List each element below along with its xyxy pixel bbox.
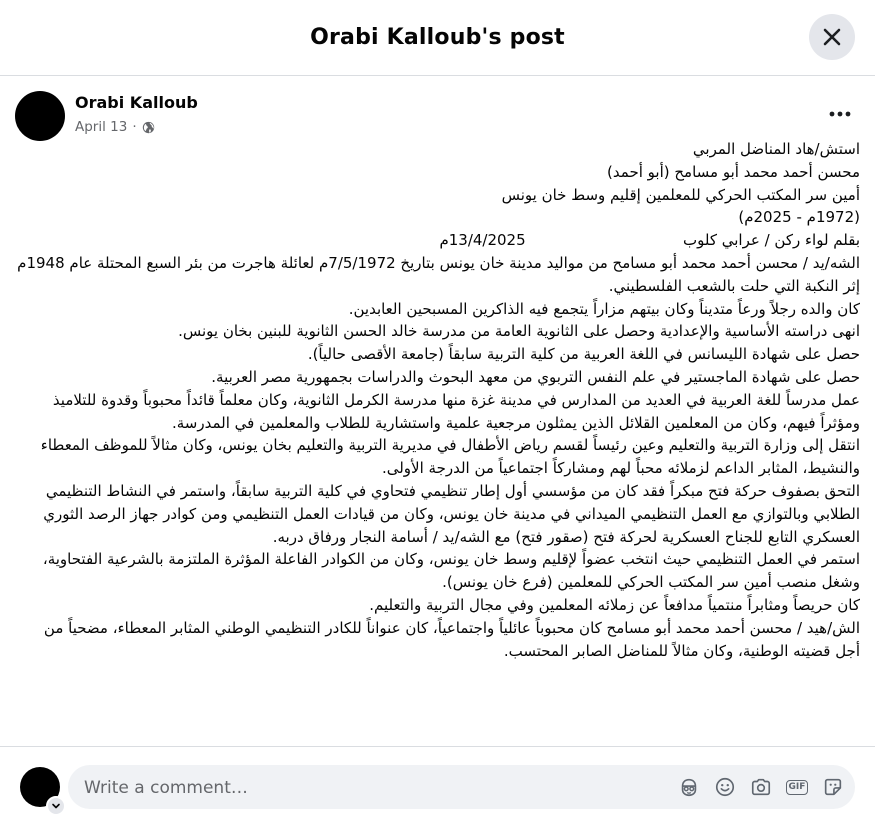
post-text-paragraph: حصل على شهادة الماجستير في علم النفس التربوي من معهد البحوث والدراسات بجمهورية مصر العربية. xyxy=(211,367,860,386)
more-horizontal-icon xyxy=(829,111,851,117)
comment-composer xyxy=(0,746,875,832)
post-text-paragraph: الشه/يد / محسن أحمد محمد أبو مسامح من مواليد مدينة خان يونس بتاريخ 7/5/1972م لعائلة هاجرت من بئر السبع المحتلة عام 1948م إثر النكبة التي حلت بالشعب الفلسطيني. xyxy=(17,253,860,295)
sticker-icon xyxy=(822,776,844,798)
close-button[interactable] xyxy=(809,14,855,60)
post-dialog-header xyxy=(0,0,875,76)
post-text-paragraph: كان والده رجلاً ورعاً متديناً وكان بيتهم مزاراً يتجمع فيه الذاكرين المسبحين العابدين. xyxy=(348,299,860,318)
dialog-title: Orabi Kalloub's post xyxy=(310,25,565,50)
gif-icon: GIF xyxy=(786,780,809,795)
photo-button[interactable] xyxy=(749,775,773,799)
comment-tools xyxy=(677,775,845,799)
post-text-line: بقلم لواء ركن / عرابي كلوب 13/4/2025م xyxy=(439,231,860,250)
comment-box xyxy=(68,765,855,809)
post-text-line: محسن أحمد محمد أبو مسامح (أبو أحمد) xyxy=(607,162,860,181)
post-text-paragraph: كان حريصاً ومثابراً منتمياً مدافعاً عن زملائه المعلمين وفي مجال التربية والتعليم. xyxy=(369,595,860,614)
post-text-paragraph: استمر في العمل التنظيمي حيث انتخب عضواً لإقليم وسط خان يونس، وكان من الكوادر الفاعلة المؤثرة الملتزمة بالشرعية الفتحاوية، وشغل منصب أمين سر المكتب الحركي للمعلمين (فرع خان يونس). xyxy=(42,550,860,592)
author-avatar[interactable] xyxy=(15,91,65,141)
sticker-button[interactable] xyxy=(821,775,845,799)
post-date[interactable]: April 13 xyxy=(75,119,128,135)
post-text-paragraph: عمل مدرساً للغة العربية في العديد من المدارس في مدينة غزة منها مدرسة الكرمل الثانوية، وكان معلماً قائداً محبوباً وقدوة للتلاميذ ومؤثراً فيهم، وكان من المعلمين القلائل الذين يمثلون مرجعية علمية واستشارية للطلاب والمعلمين في المدرسة. xyxy=(52,390,860,432)
avatar-sticker-button[interactable] xyxy=(677,775,701,799)
post-text-line: (1972م - 2025م) xyxy=(738,208,860,227)
avatar-sticker-icon xyxy=(678,776,700,798)
post-text-line: أمين سر المكتب الحركي للمعلمين إقليم وسط خان يونس xyxy=(501,185,860,204)
post-text-line: استش/هاد المناضل المربي xyxy=(692,140,860,158)
more-options-button[interactable] xyxy=(820,99,860,129)
post-header xyxy=(15,91,860,143)
profile-switch-button[interactable] xyxy=(46,796,66,816)
emoji-button[interactable] xyxy=(713,775,737,799)
close-icon xyxy=(822,27,842,47)
comment-input[interactable] xyxy=(82,765,646,811)
chevron-down-icon xyxy=(51,801,61,811)
post-text-paragraph: الش/هيد / محسن أحمد محمد أبو مسامح كان محبوباً عائلياً واجتماعياً، كان عنواناً للكادر التنظيمي الوطني المثابر المعطاء، مضحياً من أجل قضيته الوطنية، وكان مثالاً للمناضل الصابر المحتسب. xyxy=(43,618,860,660)
meta-separator: · xyxy=(132,119,137,135)
post-meta xyxy=(75,119,155,135)
emoji-icon xyxy=(714,776,736,798)
post-text xyxy=(15,138,860,745)
globe-icon[interactable] xyxy=(142,121,155,134)
gif-button[interactable] xyxy=(785,775,809,799)
post-text-paragraph: حصل على شهادة الليسانس في اللغة العربية من كلية التربية سابقاً (جامعة الأقصى حالياً). xyxy=(307,345,860,364)
post-text-paragraph: انتقل إلى وزارة التربية والتعليم وعين رئيساً لقسم رياض الأطفال في مديرية التربية والتعليم بخان يونس، وكان مثالاً للموظف المعطاء والنشيط، المثابر الداعم لزملائه محباً لهم ومشاركاً اجتماعياً من الدرجة الأولى. xyxy=(40,436,860,478)
post-text-paragraph: انهى دراسته الأساسية والإعدادية وحصل على الثانوية العامة من مدرسة خالد الحسن الثانوية للبنين بخان يونس. xyxy=(178,322,860,341)
author-name[interactable]: Orabi Kalloub xyxy=(75,93,198,112)
post-text-paragraph: التحق بصفوف حركة فتح مبكراً فقد كان من مؤسسي أول إطار تنظيمي فتحاوي في كلية التربية سابقاً، واستمر في النشاط التنظيمي الطلابي وبالتوازي مع العمل التنظيمي الميداني في مدينة خان يونس، وكان من قيادات العمل التنظيمي ومن كوادر جهاز الرصد الثوري العسكري التابع للجناح العسكرية لحركة فتح (صقور فتح) مع الشه/يد / أسامة النجار ورفاق دربه. xyxy=(43,481,860,546)
camera-icon xyxy=(750,776,772,798)
